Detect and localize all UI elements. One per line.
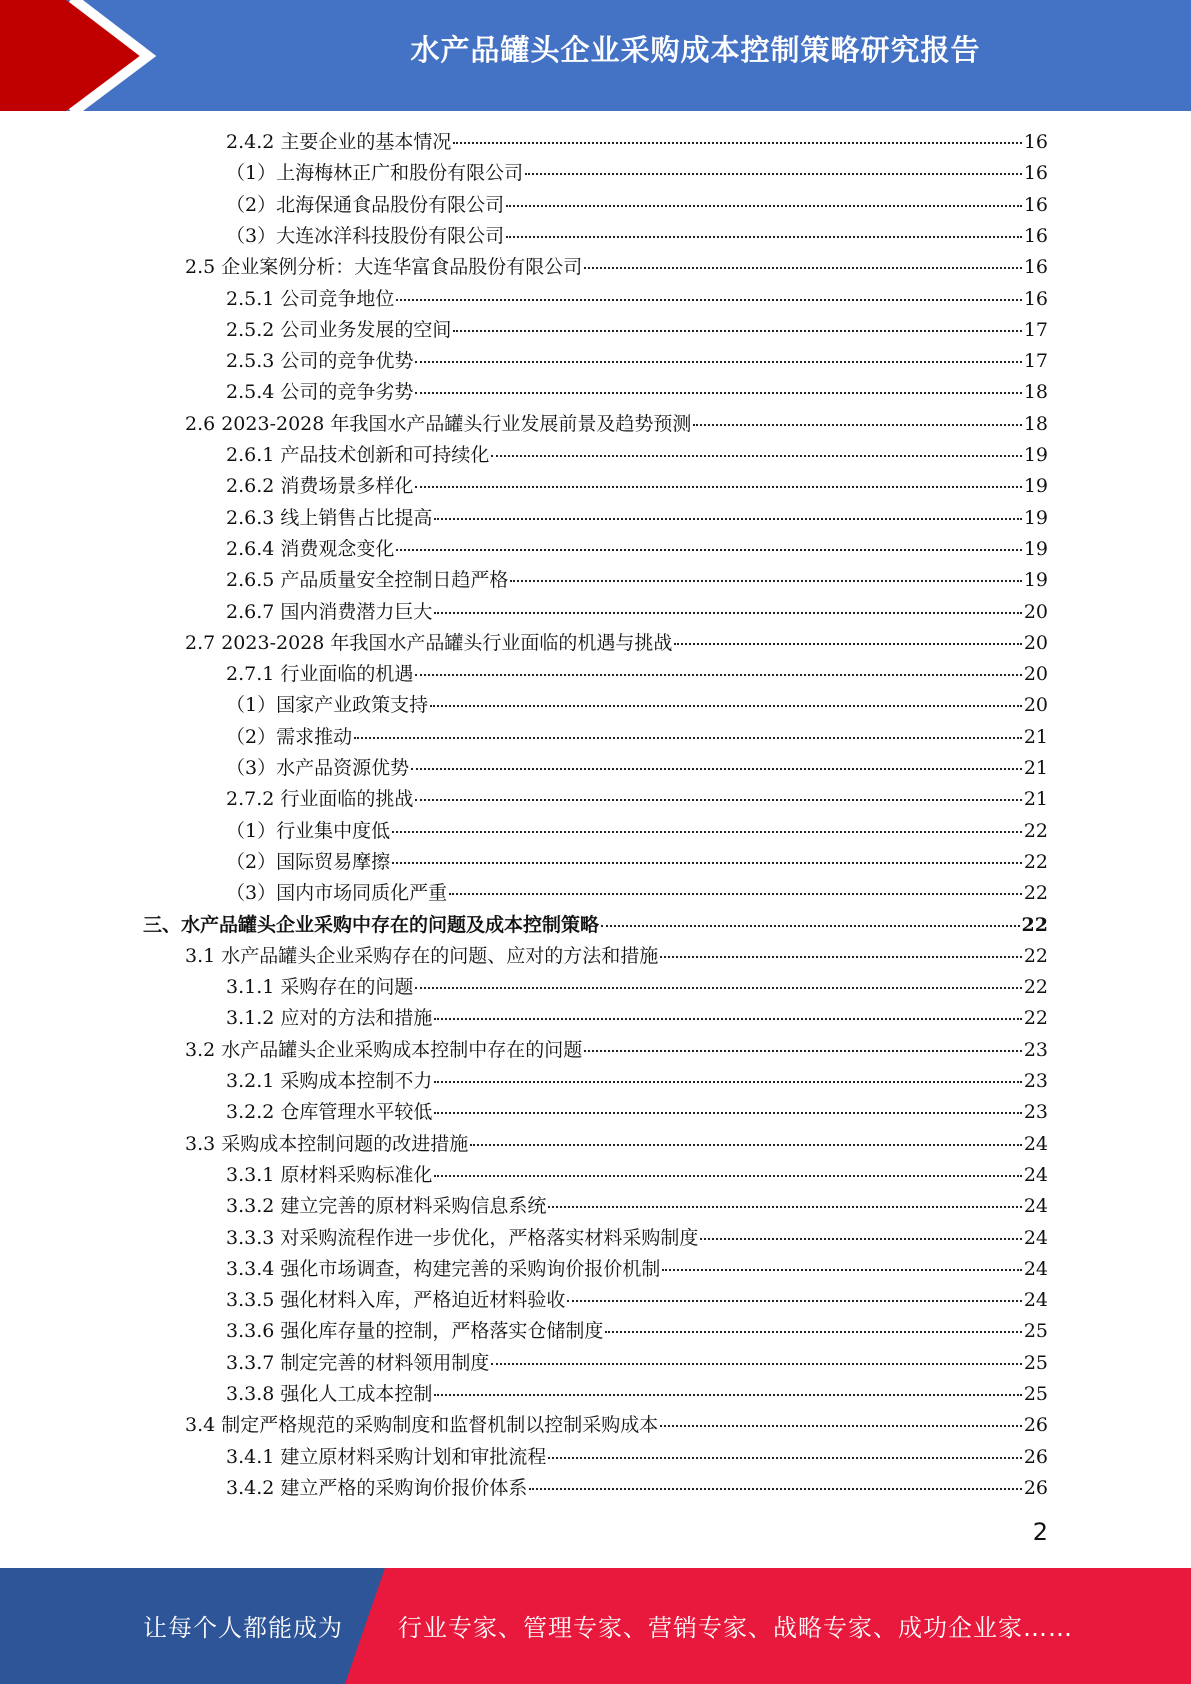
toc-entry[interactable] [226, 753, 1048, 784]
toc-entry[interactable] [226, 1254, 1048, 1285]
footer-band [0, 1568, 1191, 1684]
toc-entry-number: 3.4.1 [226, 1446, 275, 1468]
toc-entry-title: 制定完善的材料领用制度 [280, 1352, 490, 1374]
toc-dot-leader [396, 549, 1021, 551]
toc-entry-number: 2.6.2 [226, 475, 275, 497]
toc-dot-leader [470, 1144, 1022, 1146]
toc-entry-page: 25 [1023, 1383, 1048, 1405]
toc-entry[interactable] [226, 690, 1048, 721]
toc-entry-page: 23 [1023, 1070, 1048, 1092]
toc-entry[interactable] [185, 1410, 1048, 1441]
toc-entry-number: 3.3.6 [226, 1320, 275, 1342]
toc-entry-title: 建立严格的采购询价报价体系 [280, 1477, 528, 1499]
toc-entry-title: 产品质量安全控制日趋严格 [280, 569, 509, 591]
toc-dot-leader [434, 1081, 1021, 1083]
toc-entry[interactable] [226, 471, 1048, 502]
toc-entry-page: 19 [1023, 507, 1048, 529]
toc-entry-title: 公司竞争地位 [280, 288, 395, 310]
toc-entry-number: 2.7.1 [226, 663, 275, 685]
toc-entry-title: 国内消费潜力巨大 [280, 601, 433, 623]
toc-entry[interactable] [226, 1285, 1048, 1316]
toc-entry[interactable] [226, 847, 1048, 878]
toc-entry[interactable] [226, 440, 1048, 471]
toc-entry-title: 强化人工成本控制 [280, 1383, 433, 1405]
toc-dot-leader [449, 893, 1022, 895]
toc-entry-number: 3.4.2 [226, 1477, 275, 1499]
toc-entry-title: 水产品罐头企业采购成本控制中存在的问题 [221, 1039, 583, 1061]
toc-dot-leader [506, 236, 1022, 238]
toc-entry-page: 16 [1023, 288, 1048, 310]
toc-entry-title: 三、水产品罐头企业采购中存在的问题及成本控制策略 [143, 914, 600, 936]
toc-entry[interactable] [226, 565, 1048, 596]
toc-entry[interactable] [143, 910, 1048, 941]
toc-entry-title: 强化材料入库，严格迫近材料验收 [280, 1289, 566, 1311]
toc-entry-number: 2.4.2 [226, 131, 275, 153]
toc-entry-number: 2.5.3 [226, 350, 275, 372]
toc-entry[interactable] [226, 1097, 1048, 1128]
toc-entry[interactable] [226, 534, 1048, 565]
toc-entry-page: 21 [1023, 726, 1048, 748]
toc-dot-leader [660, 956, 1022, 958]
toc-entry-title: 公司的竞争优势 [280, 350, 414, 372]
toc-dot-leader [396, 299, 1021, 301]
toc-entry-number: 3.3.1 [226, 1164, 275, 1186]
toc-entry-page: 16 [1023, 256, 1048, 278]
toc-entry-number: 3.4 [185, 1414, 216, 1436]
toc-dot-leader [430, 705, 1022, 707]
toc-entry[interactable] [185, 941, 1048, 972]
toc-dot-leader [660, 1425, 1022, 1427]
toc-entry-title: 消费场景多样化 [280, 475, 414, 497]
toc-entry[interactable] [226, 377, 1048, 408]
toc-entry-page: 17 [1023, 350, 1048, 372]
toc-dot-leader [453, 330, 1021, 332]
toc-entry[interactable] [226, 1066, 1048, 1097]
toc-entry-title: 产品技术创新和可持续化 [280, 444, 490, 466]
toc-entry-title: 主要企业的基本情况 [280, 131, 452, 153]
toc-entry-title: 建立原材料采购计划和审批流程 [280, 1446, 547, 1468]
toc-dot-leader [506, 205, 1022, 207]
toc-dot-leader [354, 737, 1022, 739]
toc-entry-title: 应对的方法和措施 [280, 1007, 433, 1029]
toc-entry-number: 3.3.8 [226, 1383, 275, 1405]
toc-entry-title: 采购成本控制问题的改进措施 [221, 1133, 469, 1155]
toc-dot-leader [434, 612, 1021, 614]
toc-entry[interactable] [226, 878, 1048, 909]
toc-entry-title: （3）国内市场同质化严重 [226, 882, 448, 904]
toc-dot-leader [584, 1050, 1022, 1052]
toc-entry-title: 行业面临的挑战 [280, 788, 414, 810]
toc-entry-title: （3）水产品资源优势 [226, 757, 410, 779]
toc-entry-page: 23 [1023, 1101, 1048, 1123]
toc-entry-page: 22 [1023, 976, 1048, 998]
toc-entry-page: 22 [1021, 914, 1048, 936]
toc-dot-leader [415, 361, 1021, 363]
toc-entry-page: 18 [1023, 413, 1048, 435]
toc-entry-number: 2.6.3 [226, 507, 275, 529]
toc-entry[interactable] [226, 1348, 1048, 1379]
toc-dot-leader [392, 862, 1022, 864]
toc-entry[interactable] [185, 1035, 1048, 1066]
toc-entry-number: 2.5 [185, 256, 216, 278]
footer-slogan-right: 行业专家、管理专家、营销专家、战略专家、成功企业家…… [398, 1614, 1073, 1642]
toc-dot-leader [411, 768, 1022, 770]
toc-dot-leader [415, 674, 1021, 676]
page-number: 2 [1032, 1518, 1048, 1546]
toc-entry-number: 2.6.4 [226, 538, 275, 560]
toc-entry-title: 2023-2028 年我国水产品罐头行业发展前景及趋势预测 [221, 413, 692, 435]
toc-entry[interactable] [226, 972, 1048, 1003]
toc-entry-page: 21 [1023, 788, 1048, 810]
toc-entry-number: 3.3 [185, 1133, 216, 1155]
toc-entry-page: 19 [1023, 475, 1048, 497]
toc-entry-page: 19 [1023, 569, 1048, 591]
toc-entry-number: 3.3.5 [226, 1289, 275, 1311]
toc-entry-number: 2.6.5 [226, 569, 275, 591]
toc-entry-title: 建立完善的原材料采购信息系统 [280, 1195, 547, 1217]
toc-dot-leader [567, 1300, 1021, 1302]
toc-entry-title: （2）北海保通食品股份有限公司 [226, 194, 505, 216]
toc-entry-number: 3.3.7 [226, 1352, 275, 1374]
toc-entry-title: （1）国家产业政策支持 [226, 694, 429, 716]
toc-entry-page: 20 [1023, 694, 1048, 716]
toc-dot-leader [548, 1457, 1021, 1459]
toc-entry-page: 16 [1023, 131, 1048, 153]
toc-entry-title: （1）上海梅林正广和股份有限公司 [226, 162, 524, 184]
toc-entry-page: 22 [1023, 1007, 1048, 1029]
toc-entry-number: 3.1 [185, 945, 216, 967]
toc-entry[interactable] [226, 1223, 1048, 1254]
toc-entry-number: 3.1.2 [226, 1007, 275, 1029]
toc-entry[interactable] [226, 1316, 1048, 1347]
toc-entry-title: （1）行业集中度低 [226, 820, 391, 842]
toc-entry-number: 3.2 [185, 1039, 216, 1061]
toc-entry-number: 2.6 [185, 413, 216, 435]
toc-entry[interactable] [185, 1129, 1048, 1160]
toc-dot-leader [693, 424, 1021, 426]
toc-entry[interactable] [226, 1379, 1048, 1410]
toc-entry-page: 22 [1023, 882, 1048, 904]
toc-entry[interactable] [185, 409, 1048, 440]
toc-entry[interactable] [226, 597, 1048, 628]
toc-dot-leader [674, 643, 1021, 645]
toc-dot-leader [434, 1018, 1021, 1020]
toc-entry-page: 23 [1023, 1039, 1048, 1061]
toc-entry[interactable] [226, 284, 1048, 315]
toc-dot-leader [525, 173, 1022, 175]
toc-dot-leader [415, 486, 1021, 488]
toc-entry-title: 制定严格规范的采购制度和监督机制以控制采购成本 [221, 1414, 659, 1436]
toc-entry[interactable] [226, 158, 1048, 189]
toc-dot-leader [529, 1488, 1021, 1490]
toc-entry-number: 2.6.1 [226, 444, 275, 466]
toc-entry-number: 3.3.2 [226, 1195, 275, 1217]
toc-entry-page: 24 [1023, 1164, 1048, 1186]
toc-entry-page: 17 [1023, 319, 1048, 341]
toc-dot-leader [700, 1238, 1021, 1240]
toc-entry-page: 26 [1023, 1477, 1048, 1499]
toc-entry-page: 24 [1023, 1195, 1048, 1217]
toc-entry[interactable] [226, 127, 1048, 158]
toc-dot-leader [415, 799, 1021, 801]
toc-dot-leader [491, 1363, 1021, 1365]
toc-entry[interactable] [226, 1191, 1048, 1222]
toc-dot-leader [491, 455, 1021, 457]
toc-entry-page: 22 [1023, 945, 1048, 967]
toc-entry-title: 公司的竞争劣势 [280, 381, 414, 403]
toc-dot-leader [392, 831, 1022, 833]
toc-entry[interactable] [226, 503, 1048, 534]
toc-entry[interactable] [226, 1473, 1048, 1504]
toc-entry-page: 20 [1023, 663, 1048, 685]
toc-entry[interactable] [185, 252, 1048, 283]
toc-dot-leader [601, 925, 1020, 927]
toc-entry-title: （2）需求推动 [226, 726, 353, 748]
toc-entry-title: 原材料采购标准化 [280, 1164, 433, 1186]
toc-entry-page: 19 [1023, 444, 1048, 466]
toc-entry-number: 2.5.1 [226, 288, 275, 310]
toc-entry-number: 2.6.7 [226, 601, 275, 623]
toc-entry-number: 3.1.1 [226, 976, 275, 998]
toc-entry[interactable] [226, 221, 1048, 252]
toc-dot-leader [453, 142, 1021, 144]
toc-entry-title: 水产品罐头企业采购存在的问题、应对的方法和措施 [221, 945, 659, 967]
toc-dot-leader [584, 267, 1022, 269]
toc-entry-title: （2）国际贸易摩擦 [226, 851, 391, 873]
toc-dot-leader [415, 987, 1021, 989]
toc-entry-title: （3）大连冰洋科技股份有限公司 [226, 225, 505, 247]
toc-dot-leader [510, 580, 1021, 582]
toc-entry[interactable] [226, 784, 1048, 815]
toc-entry[interactable] [226, 659, 1048, 690]
toc-entry-title: 采购存在的问题 [280, 976, 414, 998]
toc-entry-page: 22 [1023, 820, 1048, 842]
toc-dot-leader [415, 392, 1021, 394]
toc-entry-number: 2.5.2 [226, 319, 275, 341]
toc-dot-leader [605, 1331, 1021, 1333]
toc-entry[interactable] [226, 1003, 1048, 1034]
toc-entry[interactable] [226, 190, 1048, 221]
toc-entry-title: 对采购流程作进一步优化，严格落实材料采购制度 [280, 1227, 699, 1249]
toc-entry-page: 18 [1023, 381, 1048, 403]
toc-entry-title: 公司业务发展的空间 [280, 319, 452, 341]
toc-entry-page: 20 [1023, 601, 1048, 623]
toc-dot-leader [434, 1175, 1021, 1177]
toc-entry-title: 仓库管理水平较低 [280, 1101, 433, 1123]
toc-entry-number: 2.5.4 [226, 381, 275, 403]
toc-entry-page: 25 [1023, 1352, 1048, 1374]
toc-dot-leader [434, 1394, 1021, 1396]
toc-entry-page: 20 [1023, 632, 1048, 654]
toc-entry-page: 19 [1023, 538, 1048, 560]
toc-entry[interactable] [226, 346, 1048, 377]
toc-entry-title: 强化市场调查，构建完善的采购询价报价机制 [280, 1258, 661, 1280]
toc-entry-number: 2.7.2 [226, 788, 275, 810]
toc-entry-page: 26 [1023, 1414, 1048, 1436]
toc-entry-page: 25 [1023, 1320, 1048, 1342]
footer-slogan-left: 让每个人都能成为 [143, 1614, 343, 1642]
toc-entry-title: 2023-2028 年我国水产品罐头行业面临的机遇与挑战 [221, 632, 673, 654]
toc-entry-number: 2.7 [185, 632, 216, 654]
document-title: 水产品罐头企业采购成本控制策略研究报告 [410, 33, 981, 67]
header-band [0, 0, 1191, 111]
toc-entry-title: 强化库存量的控制，严格落实仓储制度 [280, 1320, 604, 1342]
toc-entry-page: 21 [1023, 757, 1048, 779]
toc-entry-title: 消费观念变化 [280, 538, 395, 560]
toc-dot-leader [662, 1269, 1021, 1271]
toc-entry-page: 24 [1023, 1289, 1048, 1311]
toc-dot-leader [434, 1112, 1021, 1114]
toc-entry-page: 24 [1023, 1133, 1048, 1155]
toc-dot-leader [548, 1206, 1021, 1208]
toc-entry-page: 16 [1023, 162, 1048, 184]
toc-entry[interactable] [185, 628, 1048, 659]
toc-entry-page: 16 [1023, 194, 1048, 216]
toc-entry[interactable] [226, 722, 1048, 753]
toc-entry-page: 24 [1023, 1227, 1048, 1249]
toc-entry-title: 企业案例分析：大连华富食品股份有限公司 [221, 256, 583, 278]
toc-entry[interactable] [226, 1442, 1048, 1473]
toc-entry[interactable] [226, 1160, 1048, 1191]
toc-entry-number: 3.3.4 [226, 1258, 275, 1280]
toc-dot-leader [434, 518, 1021, 520]
toc-entry-page: 22 [1023, 851, 1048, 873]
toc-entry-number: 3.3.3 [226, 1227, 275, 1249]
toc-entry-title: 采购成本控制不力 [280, 1070, 433, 1092]
toc-entry-number: 3.2.1 [226, 1070, 275, 1092]
toc-entry-page: 26 [1023, 1446, 1048, 1468]
toc-entry-title: 线上销售占比提高 [280, 507, 433, 529]
toc-entry-page: 24 [1023, 1258, 1048, 1280]
toc-entry-number: 3.2.2 [226, 1101, 275, 1123]
toc-entry[interactable] [226, 816, 1048, 847]
toc-entry-page: 16 [1023, 225, 1048, 247]
toc-entry-title: 行业面临的机遇 [280, 663, 414, 685]
toc-entry[interactable] [226, 315, 1048, 346]
